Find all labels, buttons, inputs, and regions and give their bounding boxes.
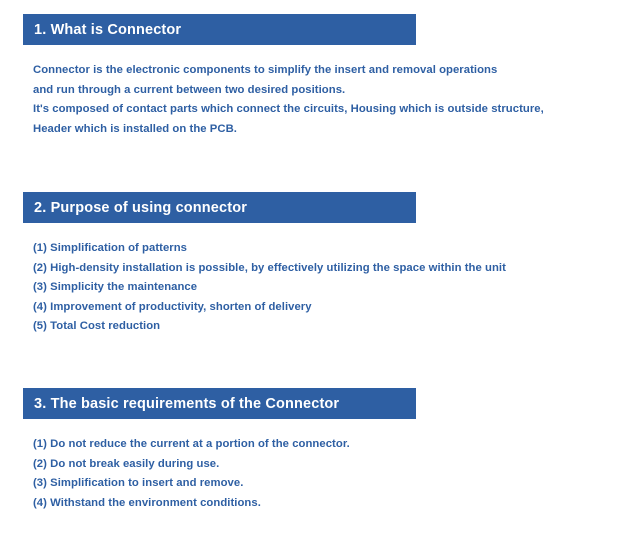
- section-1-heading: 1. What is Connector: [23, 14, 416, 45]
- body-line: (3) Simplicity the maintenance: [33, 281, 198, 293]
- body-line: (3) Simplification to insert and remove.: [33, 477, 244, 489]
- section-3-heading: 3. The basic requirements of the Connector: [23, 388, 416, 419]
- body-line: (4) Improvement of productivity, shorten of delivery: [33, 300, 312, 313]
- section-3-body: [33, 435, 623, 513]
- body-line: (2) High-density installation is possible, by effectively utilizing the space within the unit: [33, 261, 506, 274]
- section-2-body: [33, 239, 623, 337]
- body-line: (1) Simplification of patterns: [33, 242, 188, 254]
- body-line: (2) Do not break easily during use.: [33, 457, 220, 470]
- body-line: (4) Withstand the environment conditions.: [33, 496, 261, 509]
- body-line: Header which is installed on the PCB.: [33, 122, 237, 135]
- section-2-heading: 2. Purpose of using connector: [23, 192, 416, 223]
- body-line: Connector is the electronic components to simplify the insert and removal operations: [33, 64, 498, 76]
- body-line: (5) Total Cost reduction: [33, 320, 161, 332]
- section-1-body: [33, 61, 623, 139]
- body-line: (1) Do not reduce the current at a portion of the connector.: [33, 438, 350, 450]
- body-line: It's composed of contact parts which connect the circuits, Housing which is outside structure,: [33, 103, 544, 115]
- body-line: and run through a current between two desired positions.: [33, 83, 346, 96]
